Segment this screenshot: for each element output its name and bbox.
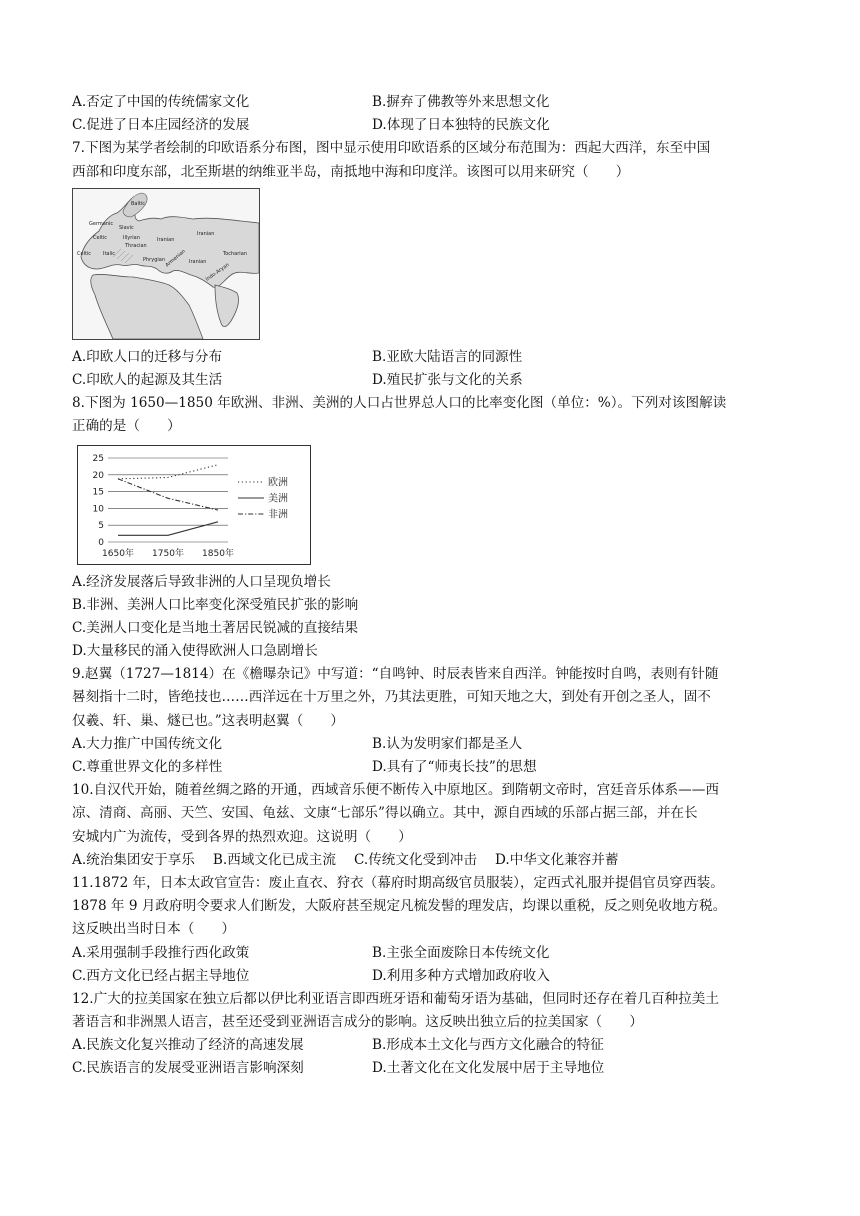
q12-option-a[interactable]: A.民族文化复兴推动了经济的高速发展 (72, 1037, 304, 1054)
q7-option-d[interactable]: D.殖民扩张与文化的关系 (372, 371, 523, 388)
q11-stem-line-2: 1878 年 9 月政府明令要求人们断发，大阪府甚至规定凡梳发髻的理发店，均课以重税，反之则免收地方税。 (72, 898, 727, 915)
q8-stem-line-1: 8.下图为 1650—1850 年欧洲、非洲、美洲的人口占世界总人口的比率变化图（单位：%）。下列对该图解读 (72, 395, 727, 412)
map-label: Indo-Aryan (204, 261, 231, 283)
q8-option-b[interactable]: B.非洲、美洲人口比率变化深受殖民扩张的影响 (72, 596, 359, 613)
q9-stem-line-1: 9.赵翼（1727—1814）在《檐曝杂记》中写道：“自鸣钟、时辰表皆来自西洋。钟能按时自鸣，表则有针随 (72, 666, 719, 683)
q7-stem-line-1: 7.下图为某学者绘制的印欧语系分布图，图中显示使用印欧语系的区域分布范围为：西起大西洋，东至中国 (72, 140, 711, 157)
q11-option-b[interactable]: B.主张全面废除日本传统文化 (372, 944, 550, 961)
q6-options-row-2 (72, 114, 792, 137)
q7-options-row-1 (72, 346, 792, 369)
map-label: Illyrian (123, 234, 140, 241)
exam-page (72, 91, 792, 1081)
q8-option-d[interactable]: D.大量移民的涌入使得欧洲人口急剧增长 (72, 643, 318, 660)
map-label: Armenian (164, 248, 187, 269)
q11-option-d[interactable]: D.利用多种方式增加政府收入 (372, 967, 550, 984)
q11-option-a[interactable]: A.采用强制手段推行西化政策 (72, 944, 250, 961)
q10-option-b[interactable]: B.西域文化已成主流 (212, 851, 336, 868)
indo-european-map (72, 188, 260, 340)
q7-option-a[interactable]: A.印欧人口的迁移与分布 (72, 348, 223, 365)
q11-stem-line-1: 11.1872 年，日本太政官宣告：废止直衣、狩衣（幕府时期高级官员服装），定西式礼服并提倡官员穿西装。 (72, 874, 724, 891)
chart-y-tick-label: 25 (92, 453, 104, 464)
map-label: Iranian (157, 236, 175, 243)
q10-option-a[interactable]: A.统治集团安于享乐 (72, 851, 195, 868)
q7-option-c[interactable]: C.印欧人的起源及其生活 (72, 371, 223, 388)
q9-options-row-1 (72, 733, 792, 756)
q8-stem-line-2: 正确的是（ ） (72, 418, 181, 435)
map-label: Celtic (93, 234, 108, 241)
map-label: Baltic (131, 200, 145, 207)
q10-stem-line-1: 10.自汉代开始，随着丝绸之路的开通，西域音乐便不断传入中原地区。到隋朝文帝时，宫廷音乐体系——西 (72, 782, 719, 799)
q9-stem-line-2: 晷刻指十二时，皆绝技也……西洋远在十万里之外，乃其法更胜，可知天地之大，到处有开创之圣人，固不 (72, 689, 711, 706)
q6-option-b[interactable]: B.摒弃了佛教等外来思想文化 (372, 94, 550, 110)
q6-option-a[interactable]: A.否定了中国的传统儒家文化 (72, 94, 250, 110)
q11-stem-line-3: 这反映出当时日本（ ） (72, 921, 236, 938)
q10-options-row (72, 849, 792, 872)
q7-option-b[interactable]: B.亚欧大陆语言的同源性 (372, 348, 523, 365)
q9-option-b[interactable]: B.认为发明家们都是圣人 (372, 735, 523, 752)
q12-options-row-1 (72, 1034, 792, 1057)
chart-y-tick-label: 10 (92, 503, 104, 514)
q10-option-c[interactable]: C.传统文化受到冲击 (353, 851, 477, 868)
map-label: Iranian (197, 230, 215, 237)
q10-option-d[interactable]: D.中华文化兼容并蓄 (494, 851, 619, 868)
q12-options-row-2 (72, 1057, 792, 1080)
q8-option-c[interactable]: C.美洲人口变化是当地土著居民锐减的直接结果 (72, 619, 359, 636)
q10-stem-line-2: 凉、清商、高丽、天竺、安国、龟兹、文康“七部乐”得以确立。其中，源自西域的乐部占据三部，并在长 (72, 805, 698, 822)
chart-y-tick-label: 20 (92, 470, 104, 481)
map-label: Thracian (125, 242, 147, 249)
chart-series-line-欧洲 (118, 464, 218, 478)
chart-legend-label: 美洲 (268, 493, 288, 504)
q6-option-c[interactable]: C.促进了日本庄园经济的发展 (72, 117, 250, 134)
q6-options-row-1 (72, 91, 792, 114)
map-label: Italic (103, 250, 116, 257)
chart-y-tick-label: 5 (98, 520, 104, 531)
q9-options-row-2 (72, 756, 792, 779)
map-label: Phrygian (143, 256, 165, 263)
map-label: Tocharian (223, 250, 247, 257)
q9-option-c[interactable]: C.尊重世界文化的多样性 (72, 759, 223, 775)
chart-legend-label: 非洲 (268, 509, 288, 520)
population-chart-svg (78, 446, 310, 564)
chart-x-tick-label: 1750年 (152, 548, 184, 559)
map-label: Celtic (77, 250, 92, 257)
chart-series-line-非洲 (118, 478, 218, 509)
q8-option-a[interactable]: A.经济发展落后导致非洲的人口呈现负增长 (72, 573, 331, 590)
q11-options-row-2 (72, 965, 792, 988)
map-label: Slavic (119, 224, 134, 231)
q9-option-d[interactable]: D.具有了“师夷长技”的思想 (372, 759, 537, 775)
indo-european-map-svg (73, 189, 259, 339)
chart-y-tick-label: 0 (98, 537, 104, 548)
q7-stem-line-2: 西部和印度东部，北至斯堪的纳维亚半岛，南抵地中海和印度洋。该图可以用来研究（ ） (72, 163, 630, 180)
chart-series-line-美洲 (118, 521, 218, 534)
chart-x-tick-label: 1650年 (102, 548, 134, 559)
q12-stem-line-2: 著语言和非洲黑人语言，甚至还受到亚洲语言成分的影响。这反映出独立后的拉美国家（ ） (72, 1014, 643, 1031)
map-label: Germanic (89, 220, 114, 227)
chart-y-tick-label: 15 (92, 487, 104, 498)
q11-option-c[interactable]: C.西方文化已经占据主导地位 (72, 967, 250, 984)
chart-legend-label: 欧洲 (268, 477, 288, 488)
q12-stem-line-1: 12.广大的拉美国家在独立后都以伊比利亚语言即西班牙语和葡萄牙语为基础，但同时还存在着几百种拉美土 (72, 990, 719, 1007)
q11-options-row-1 (72, 942, 792, 965)
chart-x-tick-label: 1850年 (202, 548, 234, 559)
population-chart (77, 445, 311, 565)
q6-option-d[interactable]: D.体现了日本独特的民族文化 (372, 117, 550, 134)
q12-option-c[interactable]: C.民族语言的发展受亚洲语言影响深刻 (72, 1060, 304, 1077)
q10-stem-line-3: 安城内广为流传，受到各界的热烈欢迎。这说明（ ） (72, 828, 412, 845)
q9-stem-line-3: 仅羲、轩、巢、燧已也。”这表明赵翼（ ） (72, 712, 345, 729)
q12-option-b[interactable]: B.形成本土文化与西方文化融合的特征 (372, 1037, 604, 1054)
map-label: Iranian (189, 258, 207, 265)
q7-options-row-2 (72, 369, 792, 392)
q9-option-a[interactable]: A.大力推广中国传统文化 (72, 735, 223, 752)
q12-option-d[interactable]: D.土著文化在文化发展中居于主导地位 (372, 1060, 605, 1077)
